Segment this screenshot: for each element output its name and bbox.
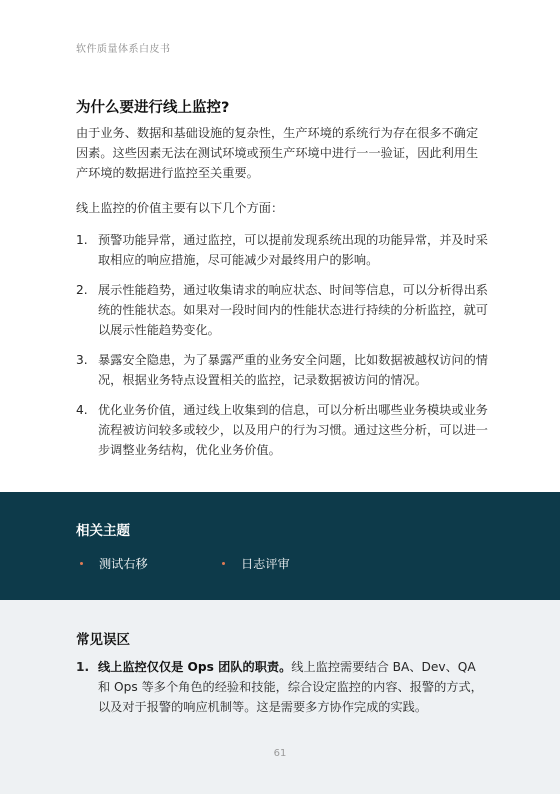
related-topics-title: 相关主题	[76, 523, 130, 539]
related-topic-link[interactable]	[222, 555, 290, 572]
list-item	[76, 400, 488, 460]
list-item	[76, 280, 488, 340]
lead-paragraph: 线上监控的价值主要有以下几个方面：	[76, 201, 284, 215]
misconception-explanation: 线上监控需要结合 BA、Dev、QA 和 Ops 等多个角色的经验和技能，综合设定监控的内容、报警的方式，以及对于报警的响应机制等。这是需要多方协作完成的实践。	[98, 660, 483, 714]
running-header: 软件质量体系白皮书	[76, 44, 171, 55]
list-item-text: 优化业务价值，通过线上收集到的信息，可以分析出哪些业务模块或业务流程被访问较多或较少，以及用户的行为习惯。通过这些分析，可以进一步调整业务结构，优化业务价值。	[98, 403, 488, 457]
list-item-number: 2.	[76, 283, 88, 297]
benefits-list	[76, 230, 488, 470]
misconceptions-panel	[0, 600, 560, 794]
related-topic-link[interactable]	[80, 555, 148, 572]
intro-paragraph: 由于业务、数据和基础设施的复杂性，生产环境的系统行为存在很多不确定因素。这些因素无法在测试环境或预生产环境中进行一一验证，因此利用生产环境的数据进行监控至关重要。	[76, 126, 479, 180]
misconceptions-title: 常见误区	[76, 632, 130, 648]
misconceptions-list	[76, 657, 488, 717]
list-item-number: 4.	[76, 403, 88, 417]
list-item	[76, 230, 488, 270]
list-item-number: 1.	[76, 233, 88, 247]
bullet-dot-icon	[222, 562, 225, 565]
list-item-text: 展示性能趋势，通过收集请求的响应状态、时间等信息，可以分析得出系统的性能状态。如果对一段时间内的性能状态进行持续的分析监控，就可以展示性能趋势变化。	[98, 283, 488, 337]
list-item-text: 预警功能异常，通过监控，可以提前发现系统出现的功能异常，并及时采取相应的响应措施，尽可能减少对最终用户的影响。	[98, 233, 488, 267]
list-item-number: 1.	[76, 660, 90, 674]
section-title: 为什么要进行线上监控?	[76, 100, 230, 116]
bullet-dot-icon	[80, 562, 83, 565]
list-item	[76, 350, 488, 390]
list-item-number: 3.	[76, 353, 88, 367]
list-item-text: 暴露安全隐患，为了暴露严重的业务安全问题，比如数据被越权访问的情况，根据业务特点设置相关的监控，记录数据被访问的情况。	[98, 353, 488, 387]
related-topics-panel	[0, 492, 560, 600]
misconception-statement: 线上监控仅仅是 Ops 团队的职责。	[98, 660, 292, 674]
page-number: 61	[273, 748, 287, 759]
related-topic-label: 测试右移	[99, 557, 148, 571]
list-item	[76, 657, 488, 717]
related-topic-label: 日志评审	[241, 557, 290, 571]
